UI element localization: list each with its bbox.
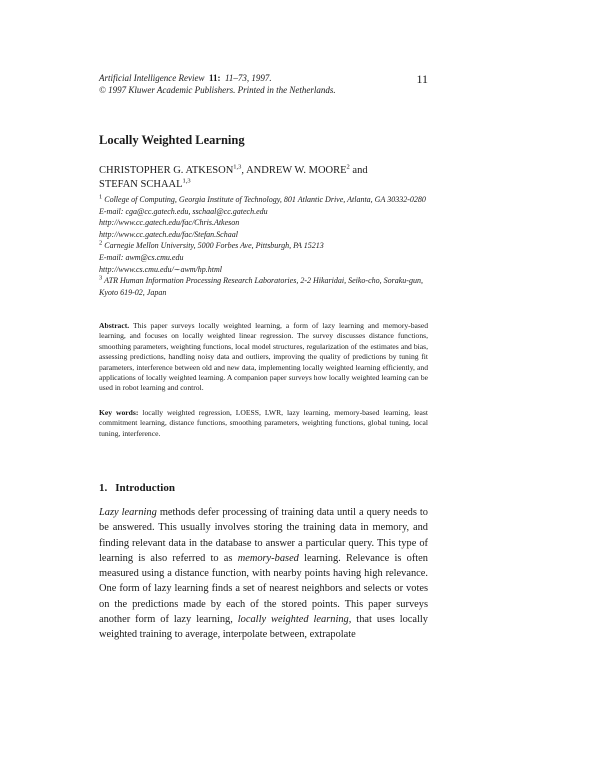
affiliations <box>99 194 439 298</box>
journal-citation <box>99 72 399 84</box>
keywords <box>99 408 428 439</box>
journal-pages-year: 11–73, 1997. <box>224 73 272 83</box>
emphasis-term: memory-based <box>237 552 299 564</box>
affil-marker: 2 <box>99 239 103 247</box>
intro-paragraph <box>99 505 428 643</box>
affil-marker: 3 <box>99 274 103 282</box>
affil-url[interactable]: http://www.cs.cmu.edu/∼awm/hp.html <box>99 264 222 274</box>
section-title: Introduction <box>115 482 175 494</box>
section-number: 1. <box>99 482 108 494</box>
affil-address: ATR Human Information Processing Research Laboratories, 2-2 Hikaridai, Seiko-cho, Soraku-gun, Kyoto 619-02, Japan <box>99 276 423 297</box>
body-span: learning. Relevance is often measured using a distance function, with nearby points having high relevance. One form of lazy learning finds a set of nearest neighbors and selects or votes on the predictions made by each of the stored points. This paper surveys another form of lazy learning, <box>99 552 428 626</box>
author-affil-sup: 1,3 <box>182 177 191 185</box>
author-list <box>99 164 439 192</box>
affiliation-entry <box>99 194 439 206</box>
paper-title: Locally Weighted Learning <box>99 133 245 147</box>
affiliation-entry <box>99 240 439 252</box>
copyright-line: © 1997 Kluwer Academic Publishers. Printed in the Netherlands. <box>99 85 336 95</box>
author-affil-sup: 2 <box>346 163 350 171</box>
abstract-text: This paper surveys locally weighted learning, a form of lazy learning and memory-based learning, and focuses on locally weighted linear regression. The survey discusses distance functions, smoothing parameters, weighting functions, local model structures, regularization of the estimates and bias, assessing predictions, handling noisy data and outliers, improving the quality of predictions by tuning fit parameters, interference between old and new data, implementing locally weighted learning efficiently, and applications of locally weighted learning. A companion paper surveys how locally weighted learning can be used in robot learning and control. <box>99 321 428 393</box>
page-number: 11 <box>416 72 428 86</box>
author-name: CHRISTOPHER G. ATKESON <box>99 165 234 176</box>
body-span: that uses locally weighted training to average, interpolate between, extrapolate <box>99 614 428 641</box>
author-separator: , <box>241 165 247 176</box>
body-span: methods defer processing of training data until a query needs to be answered. This usually involves storing the training data in memory, and finding relevant data in the database to answer a particular query. This type of learning is also referred to as <box>99 507 428 564</box>
section-heading <box>99 482 175 494</box>
keywords-text: locally weighted regression, LOESS, LWR, lazy learning, memory-based learning, least commitment learning, distance functions, smoothing parameters, weighting functions, global tuning, local tuning, interference. <box>99 408 428 438</box>
author-and: and <box>349 165 368 176</box>
affil-email: E-mail: awm@cs.cmu.edu <box>99 252 184 262</box>
affiliation-entry <box>99 275 439 298</box>
affil-email: E-mail: cga@cc.gatech.edu, sschaal@cc.gatech.edu <box>99 206 268 216</box>
author-affil-sup: 1,3 <box>233 163 242 171</box>
affil-marker: 1 <box>99 193 103 201</box>
author-name: STEFAN SCHAAL <box>99 179 183 190</box>
affil-url[interactable]: http://www.cc.gatech.edu/fac/Stefan.Schaal <box>99 229 238 239</box>
affil-address: Carnegie Mellon University, 5000 Forbes Ave, Pittsburgh, PA 15213 <box>102 241 324 251</box>
emphasis-term: locally weighted learning, <box>237 614 352 626</box>
abstract <box>99 321 428 394</box>
keywords-label: Key words: <box>99 408 139 417</box>
author-name: ANDREW W. MOORE <box>246 165 347 176</box>
affil-address: College of Computing, Georgia Institute of Technology, 801 Atlantic Drive, Atlanta, GA 30332-0280 <box>102 195 426 204</box>
emphasis-term: Lazy learning <box>99 507 157 518</box>
affil-url[interactable]: http://www.cc.gatech.edu/fac/Chris.Atkeson <box>99 218 240 228</box>
abstract-label: Abstract. <box>99 321 130 330</box>
journal-header <box>99 72 399 96</box>
journal-name: Artificial Intelligence Review <box>99 73 205 83</box>
journal-volume: 11: <box>208 73 221 83</box>
